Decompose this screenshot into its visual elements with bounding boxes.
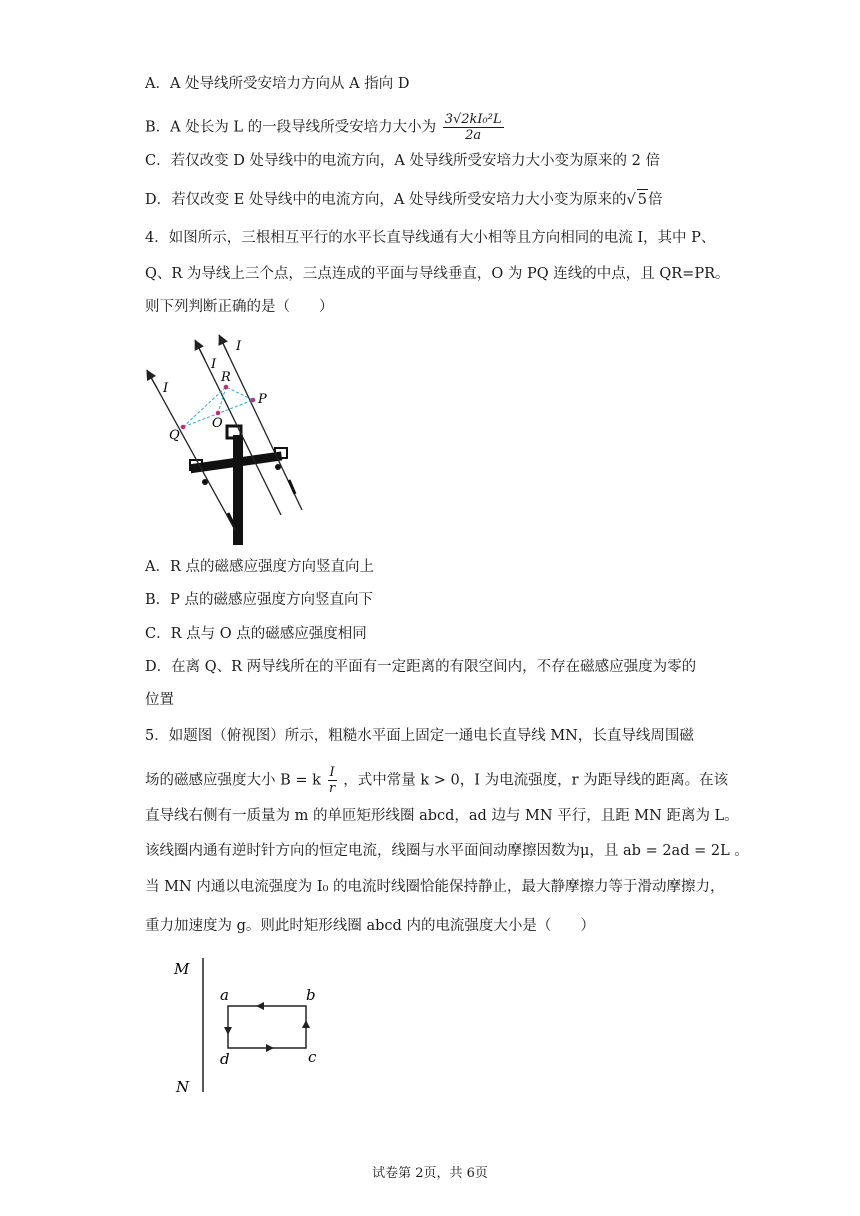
- q5-stem-line6: 重力加速度为 g。则此时矩形线圈 abcd 内的电流强度大小是（ ）: [145, 918, 595, 934]
- label-o: O: [212, 416, 223, 431]
- q5-stem-line2-text: 场的磁感应强度大小 B = k: [145, 772, 321, 789]
- q3-option-b-numerator: 3√2kI₀²L: [444, 112, 502, 127]
- q4-option-d-line2: 位置: [145, 692, 174, 708]
- coil-abcd: [228, 1006, 306, 1048]
- q3-option-d: D．若仅改变 E 处导线中的电流方向，A 处导线所受安培力大小变为原来的√ 5倍: [145, 189, 663, 210]
- label-i-right: I: [236, 339, 242, 354]
- q4-option-a: A．R 点的磁感应强度方向竖直向上: [145, 559, 374, 575]
- q3-option-d-suffix: 倍: [648, 192, 663, 208]
- label-m: M: [174, 960, 190, 978]
- point-r: [224, 385, 229, 390]
- q5-stem-line3: 直导线右侧有一质量为 m 的单匝矩形线圈 abcd，ad 边与 MN 平行，且距 MN 距离为 L。: [145, 808, 739, 824]
- q4-stem-line1: 4．如图所示，三根相互平行的水平长直导线通有大小相等且方向相同的电流 I，其中 P、: [145, 230, 716, 246]
- q4-option-d-line1: D．在离 Q、R 两导线所在的平面有一定距离的有限空间内，不存在磁感应强度为零的: [145, 659, 697, 675]
- q3-option-d-sqrt: 5: [637, 189, 648, 210]
- q3-option-b: [145, 112, 506, 143]
- q5-formula-numerator: I: [329, 765, 335, 780]
- q3-option-c: C．若仅改变 D 处导线中的电流方向，A 处导线所受安培力大小变为原来的 2 倍: [145, 153, 660, 169]
- q5-stem-line4: 该线圈内通有逆时针方向的恒定电流，线圈与水平面间动摩擦因数为μ，且 ab = 2ad = 2L 。: [145, 843, 749, 859]
- q5-stem-line2: [145, 765, 728, 796]
- q4-option-b: B．P 点的磁感应强度方向竖直向下: [145, 592, 374, 608]
- q5-stem-line5: 当 MN 内通以电流强度为 I₀ 的电流时线圈恰能保持静止，最大静摩擦力等于滑动摩擦力，: [145, 879, 725, 895]
- q4-stem-line3: 则下列判断正确的是（ ）: [145, 299, 334, 315]
- q3-option-b-denominator: 2a: [465, 128, 482, 143]
- q3-option-d-text: D．若仅改变 E 处导线中的电流方向，A 处导线所受安培力大小变为原来的: [145, 192, 627, 208]
- q5-stem-line2-suffix: ，式中常量 k > 0，I 为电流强度，r 为距导线的距离。在该: [343, 772, 729, 789]
- label-b: b: [306, 986, 316, 1004]
- q4-option-c: C．R 点与 O 点的磁感应强度相同: [145, 626, 367, 642]
- point-p: [251, 398, 256, 403]
- point-q: [181, 425, 186, 430]
- label-a: a: [220, 986, 229, 1004]
- label-i-left: I: [163, 381, 169, 396]
- label-n: N: [176, 1078, 190, 1096]
- q5-formula-denominator: r: [328, 781, 336, 796]
- label-q: Q: [169, 428, 180, 443]
- q3-option-b-fraction: [443, 112, 504, 143]
- q5-stem-line1: 5．如题图（俯视图）所示，粗糙水平面上固定一通电长直导线 MN，长直导线周围磁: [145, 728, 694, 744]
- q3-option-b-text: B．A 处长为 L 的一段导线所受安培力大小为: [145, 119, 437, 136]
- label-p: P: [258, 392, 267, 407]
- q4-stem-line2: Q、R 为导线上三个点，三点连成的平面与导线垂直，O 为 PQ 连线的中点，且 QR=PR。: [145, 266, 730, 282]
- q4-figure-wires: [135, 330, 325, 545]
- page-footer: 试卷第 2页，共 6页: [372, 1166, 488, 1181]
- label-c: c: [308, 1048, 317, 1066]
- q5-figure-coil: [168, 952, 338, 1102]
- label-d: d: [220, 1050, 230, 1068]
- label-i-middle: I: [211, 357, 217, 372]
- point-o: [216, 411, 221, 416]
- q3-option-a: A．A 处导线所受安培力方向从 A 指向 D: [145, 76, 410, 92]
- label-r: R: [221, 370, 231, 385]
- q5-formula-fraction: [328, 765, 337, 796]
